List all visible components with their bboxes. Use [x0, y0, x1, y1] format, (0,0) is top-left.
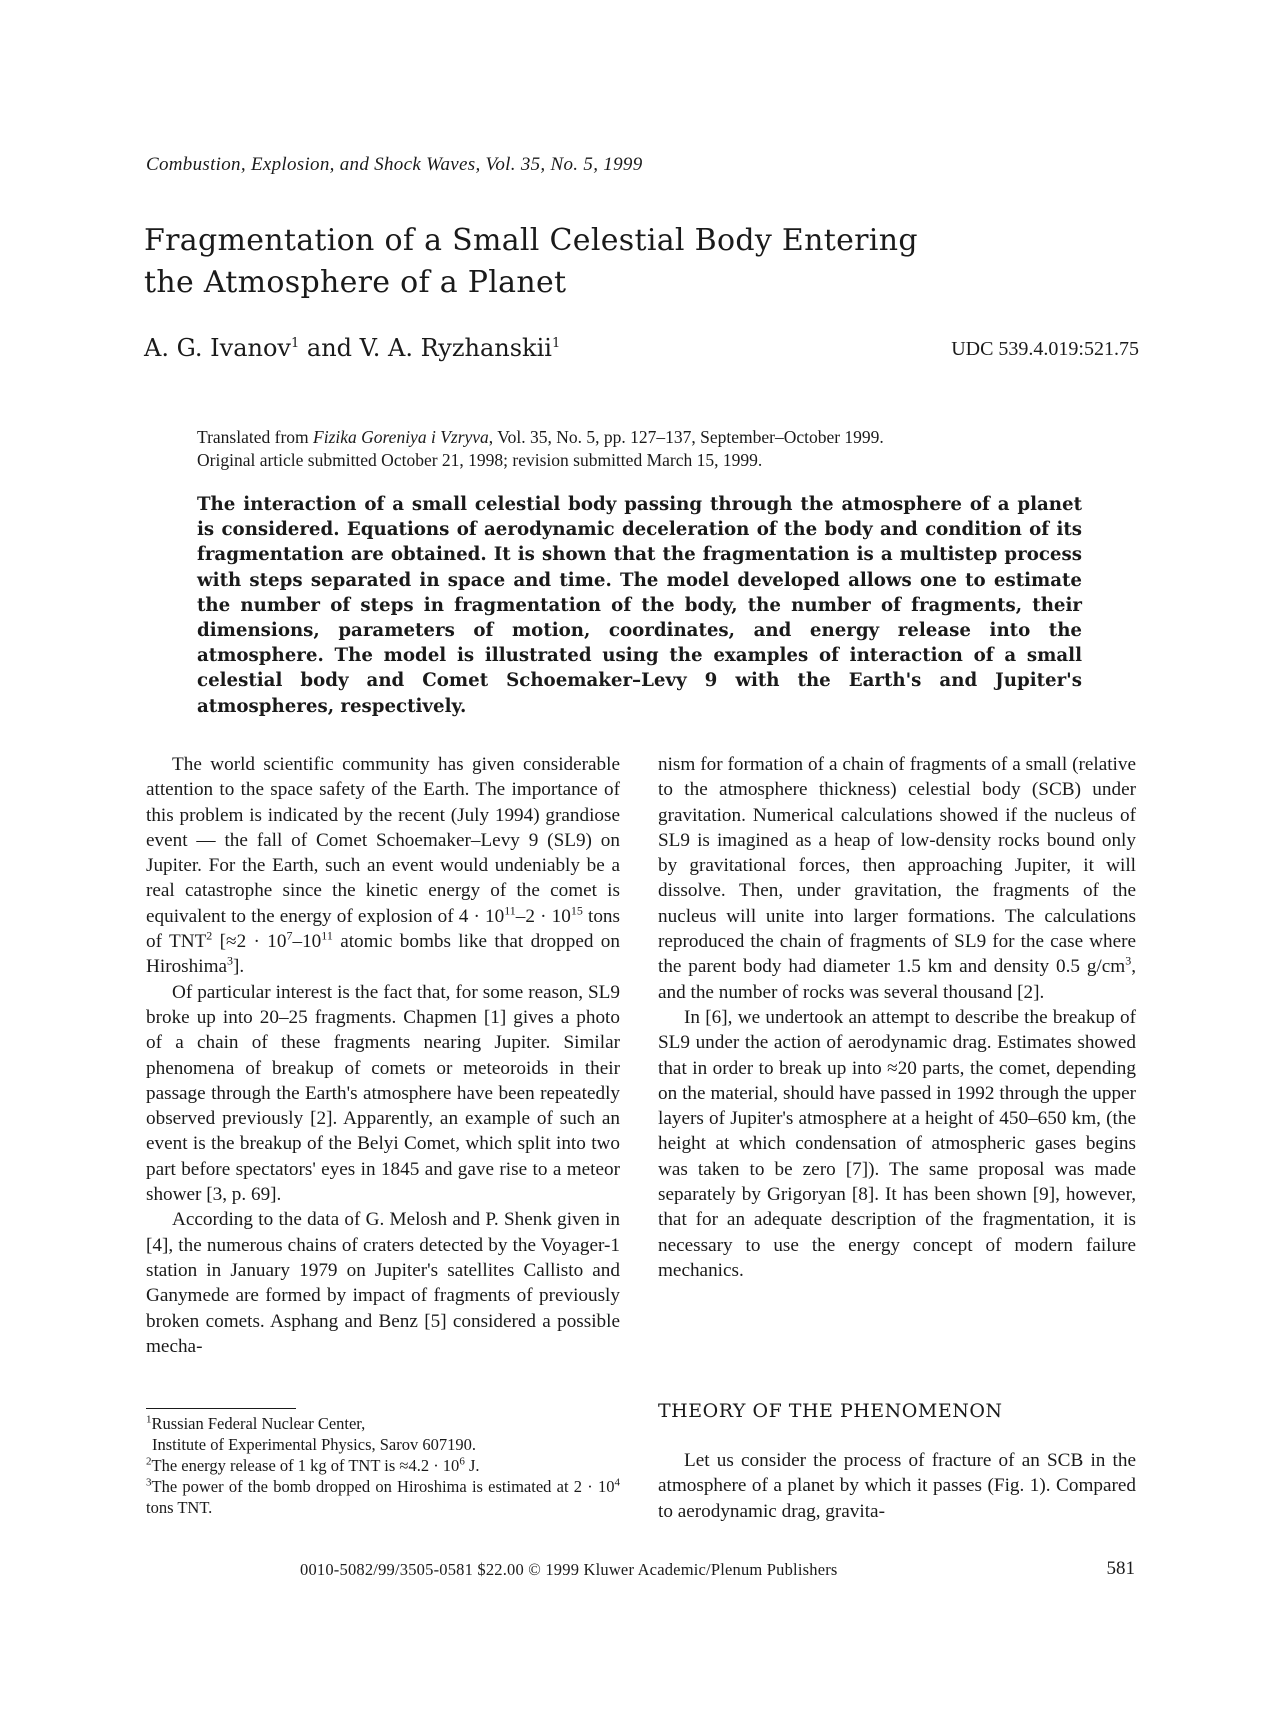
paragraph: In [6], we undertook an attempt to describe the breakup of SL9 under the action of aerodynamic drag. Estimates showed that in order to break up into ≈20 parts, the comet, depending on the material, should have passed in 1992 through the upper layers of Jupiter's atmosphere at a height of 450–650 km, (the height at which condensation of atmospheric gases begins was taken to be zero [7]). The same proposal was made separately by Grigoryan [8]. It has been shown [9], however, that for an adequate description of the fragmentation, it is necessary to use the energy concept of modern failure mechanics.	[658, 1006, 1136, 1281]
section-heading: THEORY OF THE PHENOMENON	[658, 1400, 1003, 1422]
footnote-divider	[146, 1408, 296, 1409]
journal-citation: Combustion, Explosion, and Shock Waves, Vol. 35, No. 5, 1999	[146, 154, 643, 175]
translation-line-1	[197, 426, 1097, 449]
abstract: The interaction of a small celestial body passing through the atmosphere of a planet is considered. Equations of aerodynamic deceleration of the body and condition of its fragmentation are obtained. It is shown that the fragmentation is a multistep process with steps separated in space and time. The model developed allows one to estimate the number of steps in fragmentation of the body, the number of fragments, their dimensions, parameters of motion, coordinates, and energy release into the atmosphere. The model is illustrated using the examples of interaction of a small celestial body and Comet Schoemaker–Levy 9 with the Earth's and Jupiter's atmospheres, respectively.	[197, 494, 1082, 717]
paragraph: nism for formation of a chain of fragments of a small (relative to the atmosphere thickness) celestial body (SCB) under gravitation. Numerical calculations showed if the nucleus of SL9 is imagined as a heap of low-density rocks bound only by gravitational forces, then approaching Jupiter, it will dissolve. Then, under gravitation, the fragments of the nucleus will unite into larger formations. The calculations reproduced the chain of fragments of SL9 for the case where the parent body had diameter 1.5 km and density 0.5 $g/cm^3$, and the number of rocks was several thousand [2].	[658, 754, 1136, 1003]
footnote-ref-3: 3	[227, 953, 234, 968]
author-conjunction: and	[299, 334, 360, 362]
section-body	[658, 1448, 1136, 1524]
paragraph: Let us consider the process of fracture of an SCB in the atmosphere of a planet by which it passes (Fig. 1). Compared to aerodynamic drag, gravita-	[658, 1450, 1136, 1522]
footnote-1: $^1$Russian Federal Nuclear Center,	[146, 1413, 366, 1433]
translation-prefix: Translated from	[197, 427, 314, 447]
article-title	[144, 220, 964, 304]
author-list	[144, 334, 560, 362]
author-1: A. G. Ivanov	[144, 334, 291, 362]
translation-suffix: , Vol. 35, No. 5, pp. 127–137, September–October 1999.	[488, 427, 884, 447]
source-journal: Fizika Goreniya i Vzryva	[313, 427, 489, 447]
paragraph: According to the data of G. Melosh and P. Shenk given in [4], the numerous chains of craters detected by the Voyager-1 station in January 1979 on Jupiter's satellites Callisto and Ganymede are formed by impact of fragments of previously broken comets. Asphang and Benz [5] considered a possible mecha-	[146, 1209, 620, 1357]
author-1-affiliation-mark: 1	[290, 336, 300, 351]
title-line-1: Fragmentation of a Small Celestial Body Entering	[144, 223, 918, 258]
author-2: V. A. Ryzhanskii	[359, 334, 552, 362]
title-line-2: the Atmosphere of a Planet	[144, 265, 567, 300]
copyright-footer: 0010-5082/99/3505-0581 $22.00 © 1999 Kluwer Academic/Plenum Publishers	[300, 1560, 838, 1579]
footnote-1-continued: Institute of Experimental Physics, Sarov 607190.	[152, 1435, 476, 1454]
footnote-ref-2: 2	[206, 928, 213, 943]
author-2-affiliation-mark: 1	[551, 336, 561, 351]
paragraph: Of particular interest is the fact that, for some reason, SL9 broke up into 20–25 fragments. Chapmen [1] gives a photo of a chain of these fragments nearing Jupiter. Similar phenomena of breakup of comets or meteoroids in their passage through the Earth's atmosphere have been repeatedly observed previously [2]. Apparently, an example of such an event is the breakup of the Belyi Comet, which split into two part before spectators' eyes in 1845 and gave rise to a meteor shower [3, p. 69].	[146, 981, 620, 1206]
footnote-2: $^2$The energy release of 1 kg of TNT is $\approx 4.2 \cdot 10^6$ J.	[146, 1455, 480, 1475]
paragraph: The world scientific community has given considerable attention to the space safety of the Earth. The importance of this problem is indicated by the recent (July 1994) grandiose event — the fall of Comet Schoemaker–Levy 9 (SL9) on Jupiter. For the Earth, such an event would undeniably be a real catastrophe since the kinetic energy of the comet is equivalent to the energy of explosion of $4 \cdot 10^{11}-2 \cdot 10^{15}$ tons of TNT$^2$ [$\approx 2 \cdot 10^7-10^{11}$ atomic bombs like that dropped on Hiroshima$^3$].	[146, 754, 620, 978]
translation-note	[197, 426, 1097, 472]
left-column	[146, 752, 620, 1359]
submission-dates: Original article submitted October 21, 1998; revision submitted March 15, 1999.	[197, 450, 763, 470]
footnotes	[146, 1408, 620, 1518]
page-number: 581	[1106, 1558, 1135, 1579]
udc-code: UDC 539.4.019:521.75	[951, 338, 1139, 360]
footnote-3: $^3$The power of the bomb dropped on Hiroshima is estimated at $2 \cdot 10^4$ tons TNT.	[146, 1476, 620, 1517]
right-column	[658, 752, 1136, 1283]
